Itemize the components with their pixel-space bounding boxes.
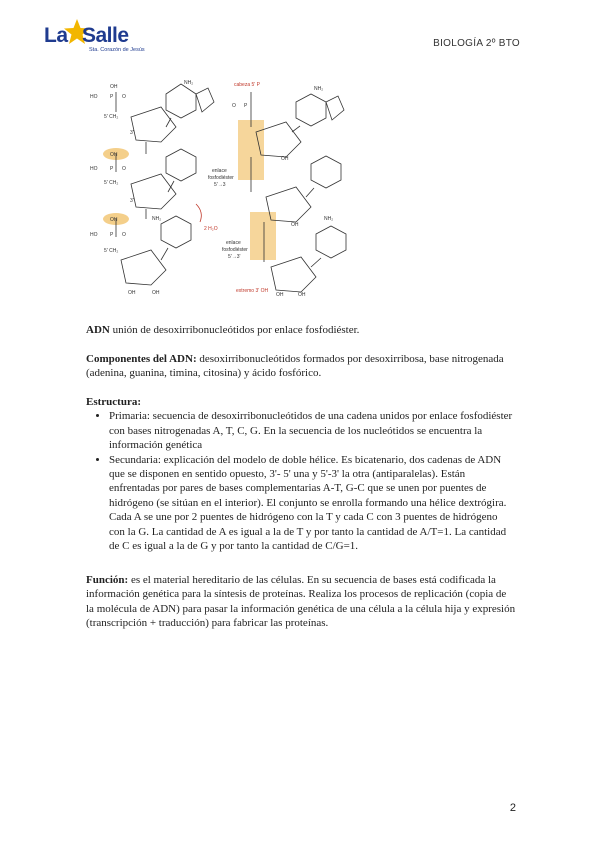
base-ring — [166, 84, 196, 118]
base-ring — [311, 156, 341, 188]
svg-text:3': 3' — [130, 130, 134, 136]
svg-text:5'→3: 5'→3 — [214, 182, 226, 188]
svg-text:enlace: enlace — [212, 168, 227, 174]
base-ring — [196, 88, 214, 112]
function-heading: Función: — [86, 574, 129, 586]
components-heading: Componentes del ADN: — [86, 353, 197, 365]
sugar-ring — [131, 107, 176, 142]
svg-text:cabeza 5' P: cabeza 5' P — [234, 82, 260, 88]
adn-term: ADN — [86, 324, 110, 336]
svg-text:fosfodiéster: fosfodiéster — [208, 175, 234, 181]
subject-header: BIOLOGÍA 2º BTO — [433, 38, 520, 49]
svg-text:enlace: enlace — [226, 240, 241, 246]
svg-text:P: P — [244, 103, 248, 109]
svg-text:fosfodiéster: fosfodiéster — [222, 247, 248, 253]
logo-salle-text: Salle — [82, 24, 129, 47]
svg-text:OH: OH — [110, 84, 118, 90]
base-ring — [166, 149, 196, 181]
svg-text:5'→3': 5'→3' — [228, 254, 241, 260]
svg-text:HO: HO — [90, 166, 98, 172]
svg-text:NH₂: NH₂ — [324, 216, 334, 222]
function-paragraph — [86, 573, 516, 631]
svg-text:OH: OH — [110, 217, 118, 223]
structure-heading: Estructura: — [86, 396, 141, 408]
school-logo — [44, 22, 174, 58]
phosphodiester-highlight-2 — [250, 212, 276, 260]
svg-text:P: P — [110, 94, 114, 100]
svg-text:OH: OH — [110, 152, 118, 158]
svg-text:HO: HO — [90, 94, 98, 100]
components-text: desoxirribonucleótidos formados por desoxirribosa, base nitrogenada (adenina, guanina, timina, citosina) y ácido fosfórico. — [86, 353, 504, 380]
structure-list — [86, 409, 516, 553]
svg-text:OH: OH — [152, 290, 160, 296]
svg-text:OH: OH — [291, 222, 299, 228]
svg-text:HO: HO — [90, 232, 98, 238]
svg-text:P: P — [110, 166, 114, 172]
page-number: 2 — [509, 802, 516, 814]
adn-definition-text: unión de desoxirribonucleótidos por enlace fosfodiéster. — [109, 324, 360, 336]
list-item: • Primaria: secuencia de desoxirribonucleótidos de una cadena unidos por enlace fosfodiéster con bases nitrogenadas A, T, C, G. En la secuencia de los nucleótidos se encuentra la información genética — [109, 409, 516, 452]
logo-la-text: La — [44, 24, 68, 47]
svg-text:OH: OH — [276, 292, 284, 298]
svg-text:NH₂: NH₂ — [184, 80, 194, 86]
svg-text:O: O — [122, 166, 126, 172]
base-ring — [316, 226, 346, 258]
list-item: • Secundaria: explicación del modelo de doble hélice. Es bicatenario, dos cadenas de ADN que se disponen en sentido opuesto, 3'- 5' una y 5'-3' la otra (antiparalelas). Están enfrentadas por pares de bases complementarias A-T, G-C que se unen por puentes de hidrógeno (se sitúan en el interior). El conjunto se enrolla formando una hélice dextrógira. Cada A se une por 2 puentes de hidrógeno con la T y cada C con 3 puentes de hidrógeno con la G. La cantidad de A es igual a la de T y por tanto la cantidad de A/T=1. La cantidad de C es igual a la de G y por tanto la cantidad de C/G=1. — [109, 453, 516, 554]
svg-text:5' CH₂: 5' CH₂ — [104, 180, 119, 186]
svg-text:OH: OH — [298, 292, 306, 298]
base-ring — [296, 94, 326, 126]
svg-text:NH₂: NH₂ — [152, 216, 162, 222]
components-paragraph — [86, 352, 516, 381]
svg-text:OH: OH — [281, 156, 289, 162]
svg-text:P: P — [110, 232, 114, 238]
logo-subtitle: Sta. Corazón de Jesús — [89, 47, 145, 53]
structure-section — [86, 395, 516, 553]
dna-strand-figure — [86, 72, 376, 304]
svg-text:OH: OH — [128, 290, 136, 296]
function-text: es el material hereditario de las células. En su secuencia de bases está codificada la información genética para la síntesis de proteínas. Realiza los procesos de replicación (copia de la molécula de ADN) para pasar la información genética de una célula a la célula hija y expresión (transcripción + traducción) para fabricar las proteínas. — [86, 574, 516, 630]
base-ring — [161, 216, 191, 248]
svg-text:O: O — [122, 94, 126, 100]
svg-text:5' CH₂: 5' CH₂ — [104, 114, 119, 120]
svg-text:NH₂: NH₂ — [314, 86, 324, 92]
svg-text:extremo 3' OH: extremo 3' OH — [236, 288, 269, 294]
base-ring — [326, 96, 344, 120]
sugar-ring — [131, 174, 176, 209]
svg-text:O: O — [232, 103, 236, 109]
sugar-ring — [121, 250, 166, 285]
adn-definition — [86, 323, 516, 337]
svg-text:3': 3' — [130, 198, 134, 204]
sugar-ring — [271, 257, 316, 292]
svg-text:O: O — [122, 232, 126, 238]
svg-text:5' CH₂: 5' CH₂ — [104, 248, 119, 254]
svg-text:2 H₂O: 2 H₂O — [204, 226, 218, 232]
